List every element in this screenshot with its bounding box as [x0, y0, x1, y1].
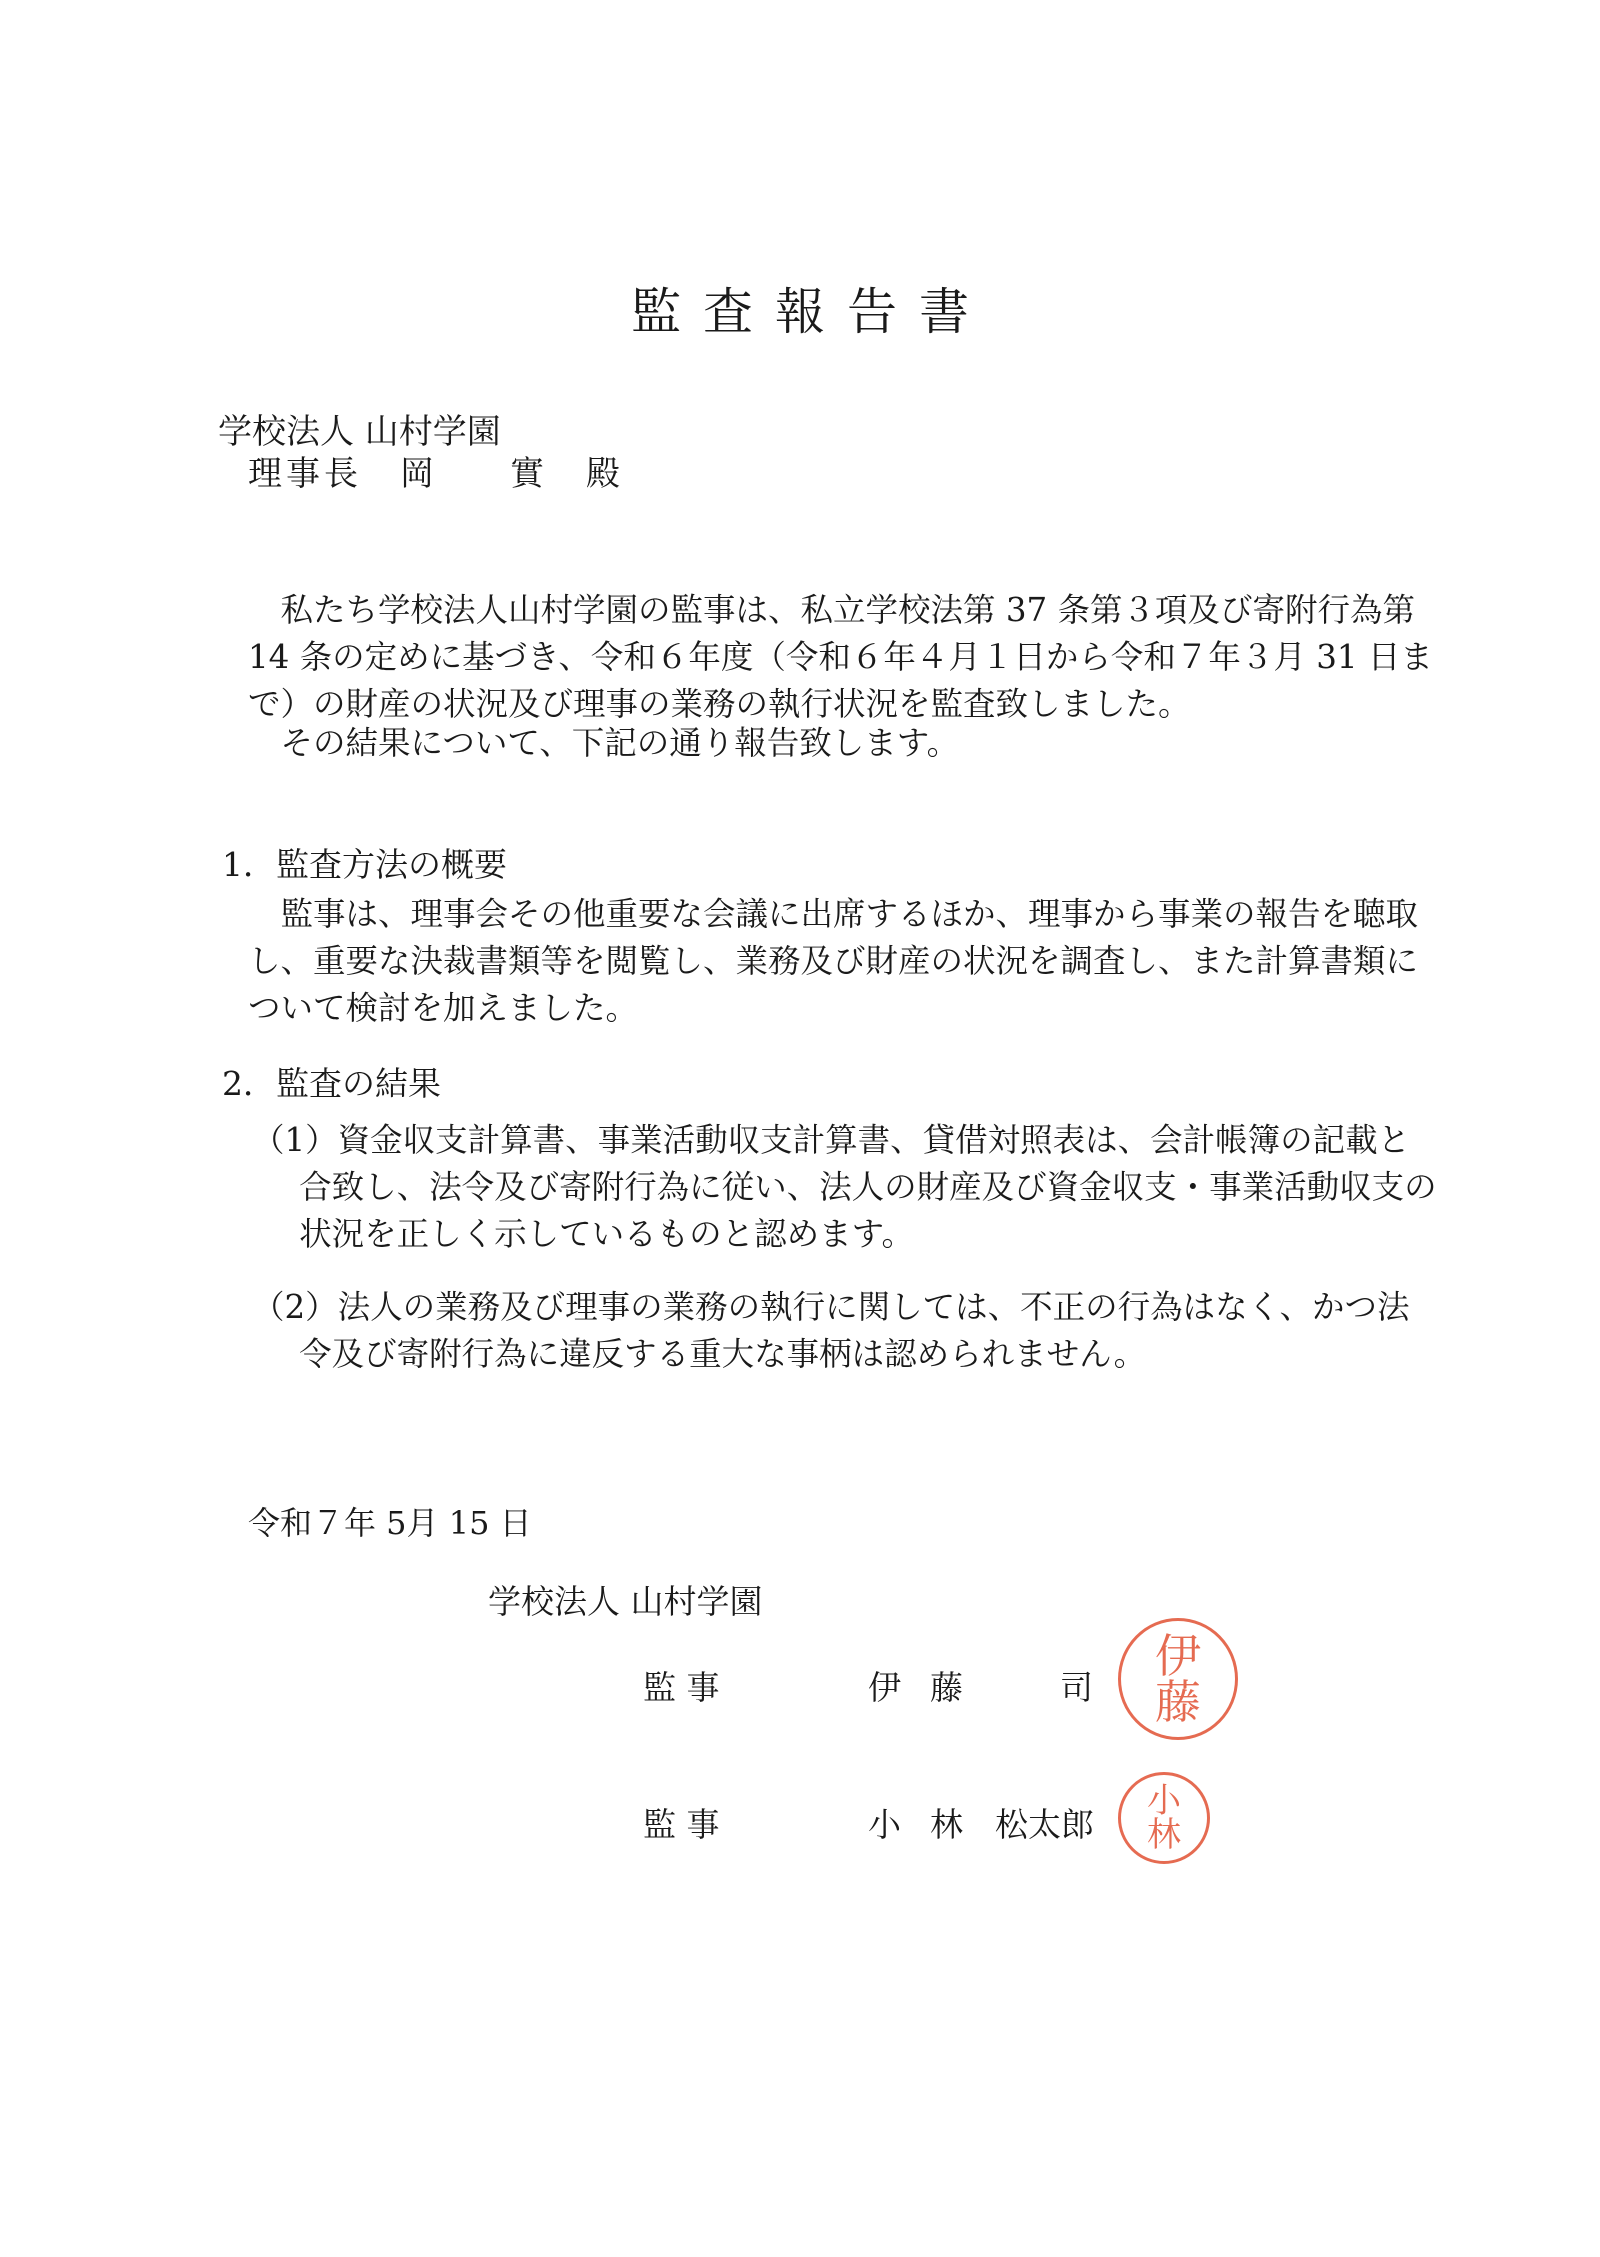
result-item-2: （2）法人の業務及び理事の業務の執行に関しては、不正の行為はなく、かつ法令及び寄附行為に違反する重大な事柄は認められません。 [252, 1288, 1410, 1373]
auditor-1-name-part-2: 藤 [930, 1668, 963, 1707]
auditor-1-seal-char-2: 藤 [1155, 1675, 1201, 1729]
section1-heading: 1．監査方法の概要 [222, 845, 507, 884]
auditor-2-name-part-3: 松太郎 [995, 1805, 1094, 1844]
result-item-1: （1）資金収支計算書、事業活動収支計算書、貸借対照表は、会計帳簿の記載と合致し、法令及び寄附行為に従い、法人の財産及び資金収支・事業活動収支の状況を正しく示しているものと認めます。 [252, 1121, 1437, 1253]
addressee-given-name: 實 [510, 454, 544, 494]
addressee-honorific: 殿 [586, 454, 620, 494]
section2-heading: 2．監査の結果 [222, 1064, 441, 1103]
auditor-2-name-part-1: 小 [868, 1805, 901, 1844]
auditor-1-name-part-3: 司 [1060, 1668, 1093, 1707]
auditor-1-name-part-1: 伊 [868, 1668, 901, 1707]
auditor-2-role: 監 事 [643, 1805, 720, 1844]
report-date: 令和７年 5月 15 日 [248, 1504, 532, 1542]
auditor-2-seal [1118, 1772, 1210, 1864]
signatory-organization: 学校法人 山村学園 [488, 1582, 763, 1621]
result-intro: その結果について、下記の通り報告致します。 [280, 724, 960, 762]
auditor-2-name-part-2: 林 [930, 1805, 963, 1844]
addressee-organization: 学校法人 山村学園 [218, 412, 501, 452]
addressee-line [248, 451, 648, 497]
addressee-role: 理事長 [248, 454, 362, 494]
auditor-1-seal-char-1: 伊 [1155, 1629, 1201, 1683]
auditor-1-role: 監 事 [643, 1668, 720, 1707]
addressee-surname: 岡 [400, 454, 434, 494]
document-title: 監査報告書 [631, 283, 991, 341]
auditor-1-seal [1118, 1618, 1238, 1740]
section1-body: 監事は、理事会その他重要な会議に出席するほか、理事から事業の報告を聴取し、重要な決裁書類等を閲覧し、業務及び財産の状況を調査し、また計算書類について検討を加えました。 [248, 895, 1419, 1027]
intro-paragraph: 私たち学校法人山村学園の監事は、私立学校法第 37 条第３項及び寄附行為第 14 条の定めに基づき、令和６年度（令和６年４月１日から令和７年３月 31 日まで）の財産の状況及び理事の業務の執行状況を監査致しました。 [248, 591, 1433, 723]
auditor-2-seal-char-1: 小 [1147, 1781, 1181, 1821]
auditor-2-seal-char-2: 林 [1147, 1815, 1181, 1855]
